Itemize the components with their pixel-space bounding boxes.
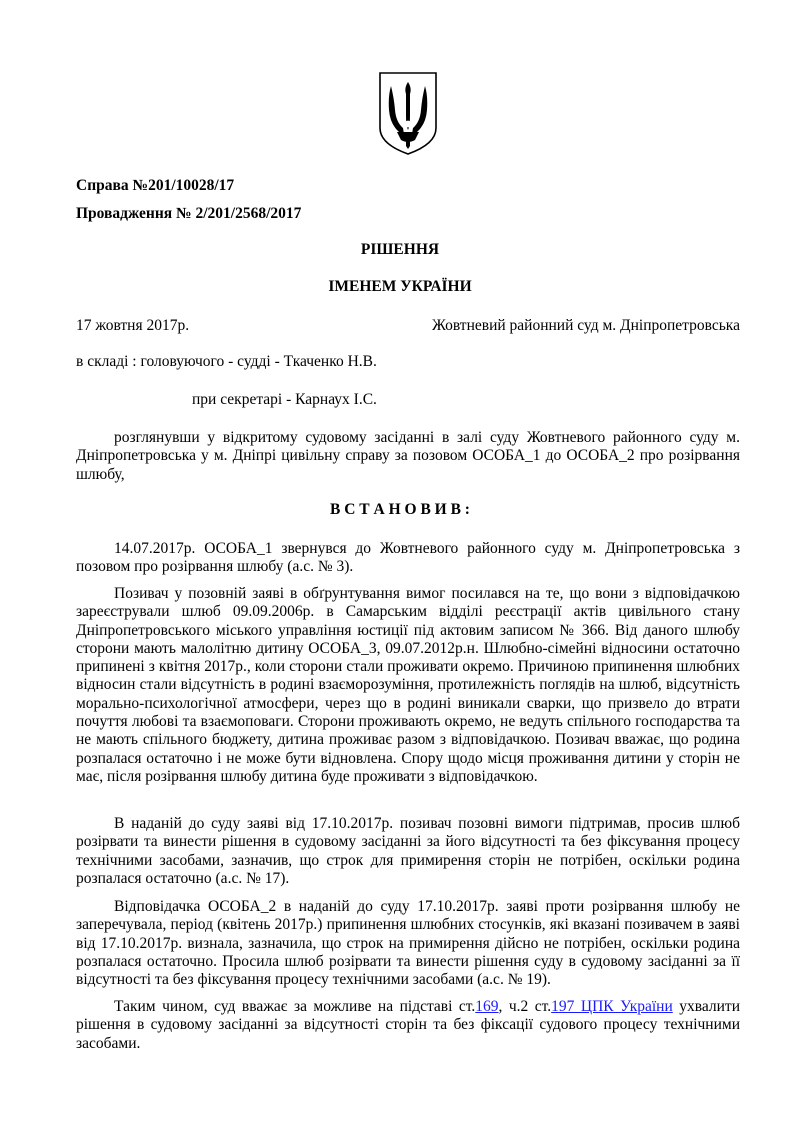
cpc-article-197-link[interactable]: 197 ЦПК України	[551, 998, 673, 1015]
final-text-after: ухвалити рішення в судовому засіданні за відсутності сторін та без фіксації судового процесу технічними засобами.	[76, 998, 740, 1052]
court-composition: в складі : головуючого - судді - Ткаченко Н.В.	[76, 353, 377, 370]
document-subtitle: ІМЕНЕМ УКРАЇНИ	[328, 278, 472, 295]
court-name: Жовтневий районний суд м. Дніпропетровська	[432, 317, 740, 334]
section-heading: В С Т А Н О В И В :	[330, 501, 470, 518]
paragraph-3: В наданій до суду заяві від 17.10.2017р. позивач позовні вимоги підтримав, просив шлюб розірвати та винести рішення в судовому засіданні за його відсутності та без фіксування процесу технічними засобами, зазначив, що строк для примирення сторін не потрібен, оскільки родина розпалася остаточно (а.с. № 17).	[76, 815, 740, 887]
final-paragraph	[76, 998, 740, 1053]
final-text-middle: , ч.2 ст.	[498, 998, 552, 1015]
coat-of-arms-icon	[377, 70, 439, 156]
court-secretary: при секретарі - Карнаух І.С.	[192, 391, 377, 408]
intro-paragraph: розглянувши у відкритому судовому засіданні в залі суду Жовтневого районного суду м. Дніпропетровська у м. Дніпрі цивільну справу за позовом ОСОБА_1 до ОСОБА_2 про розірвання шлюбу,	[76, 429, 740, 483]
document-title: РІШЕННЯ	[360, 241, 440, 258]
decision-date: 17 жовтня 2017р.	[76, 317, 190, 334]
paragraph-1: 14.07.2017р. ОСОБА_1 звернувся до Жовтневого районного суду м. Дніпропетровська з позовом про розірвання шлюбу (а.с. № 3).	[76, 540, 740, 576]
article-169-link[interactable]: 169	[475, 998, 499, 1015]
paragraph-2: Позивач у позовній заяві в обґрунтування вимог посилався на те, що вони з відповідачкою зареєстрували шлюб 09.09.2006р. в Самарським відділі реєстрації актів цивільного стану Дніпропетровського міського управління юстиції під актовим записом № 366. Від даного шлюбу сторони мають малолітню дитину ОСОБА_3, 09.07.2012р.н. Шлюбно-сімейні відносини остаточно припинені з квітня 2017р., коли сторони стали проживати окремо. Причиною припинення шлюбних відносин стали відсутність в родині взаєморозуміння, протилежність поглядів на шлюб, відсутність морально-психологічної атмосфери, через що в родині виникали сварки, що призвело до втрати почуття любові та взаємоповаги. Сторони проживають окремо, не ведуть спільного господарства та не мають спільного бюджету, дитина проживає разом з відповідачкою. Позивач вважає, що родина розпалася остаточно і не може бути відновлена. Спору щодо місця проживання дитини у сторін не має, після розірвання шлюбу дитина буде проживати з відповідачкою.	[76, 585, 740, 785]
case-number: Справа №201/10028/17	[76, 177, 235, 194]
final-text-before: Таким чином, суд вважає за можливе на підставі ст.	[114, 998, 476, 1015]
proceeding-number: Провадження № 2/201/2568/2017	[76, 205, 302, 222]
paragraph-4: Відповідачка ОСОБА_2 в наданій до суду 17.10.2017р. заяві проти розірвання шлюбу не заперечувала, період (квітень 2017р.) припинення шлюбних стосунків, які вказані позивачем в заяві від 17.10.2017р. визнала, зазначила, що строк на примирення дійсно не потрібен, оскільки родина розпалася остаточно. Просила шлюб розірвати та винести рішення суду в судовому засіданні за її відсутності та без фіксування процесу технічними засобами (а.с. № 19).	[76, 898, 740, 989]
